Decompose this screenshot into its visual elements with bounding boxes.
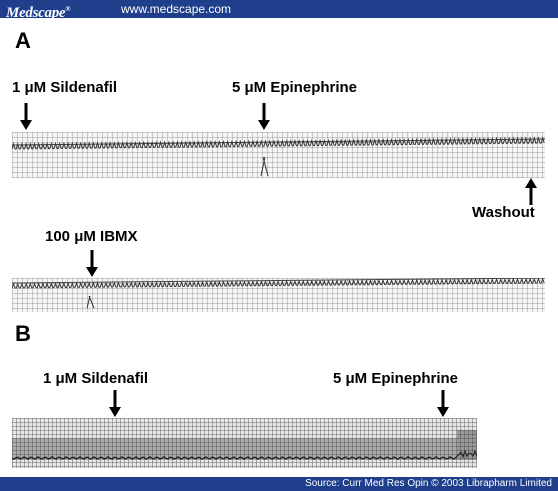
- force-trace-a2: [12, 278, 545, 312]
- down-arrow-icon: [257, 103, 271, 131]
- panel-b-letter: B: [15, 321, 31, 346]
- medscape-logo[interactable]: [6, 0, 70, 22]
- registered-mark: ®: [65, 5, 71, 13]
- up-arrow-icon: [524, 178, 538, 206]
- down-arrow-icon: [436, 390, 450, 418]
- site-url[interactable]: www.medscape.com: [121, 2, 232, 16]
- down-arrow-icon: [85, 250, 99, 278]
- panel-a-letter: A: [15, 28, 31, 53]
- label-epinephrine-b: 5 μM Epinephrine: [333, 370, 459, 387]
- down-arrow-icon: [19, 103, 33, 131]
- label-epinephrine-a: 5 μM Epinephrine: [232, 79, 358, 96]
- logo-text: Medscape: [6, 5, 66, 21]
- down-arrow-icon: [108, 390, 122, 418]
- label-ibmx: 100 μM IBMX: [45, 228, 138, 245]
- label-sildenafil-a: 1 μM Sildenafil: [12, 79, 118, 96]
- label-sildenafil-b: 1 μM Sildenafil: [43, 370, 149, 387]
- footer-bar: [0, 477, 558, 491]
- force-trace-b: [12, 418, 477, 468]
- label-washout: Washout: [472, 204, 535, 221]
- source-credit: Source: Curr Med Res Opin © 2003 Librapharm Limited: [305, 478, 552, 489]
- header-bar: [0, 0, 558, 21]
- force-trace-a1: [12, 132, 545, 178]
